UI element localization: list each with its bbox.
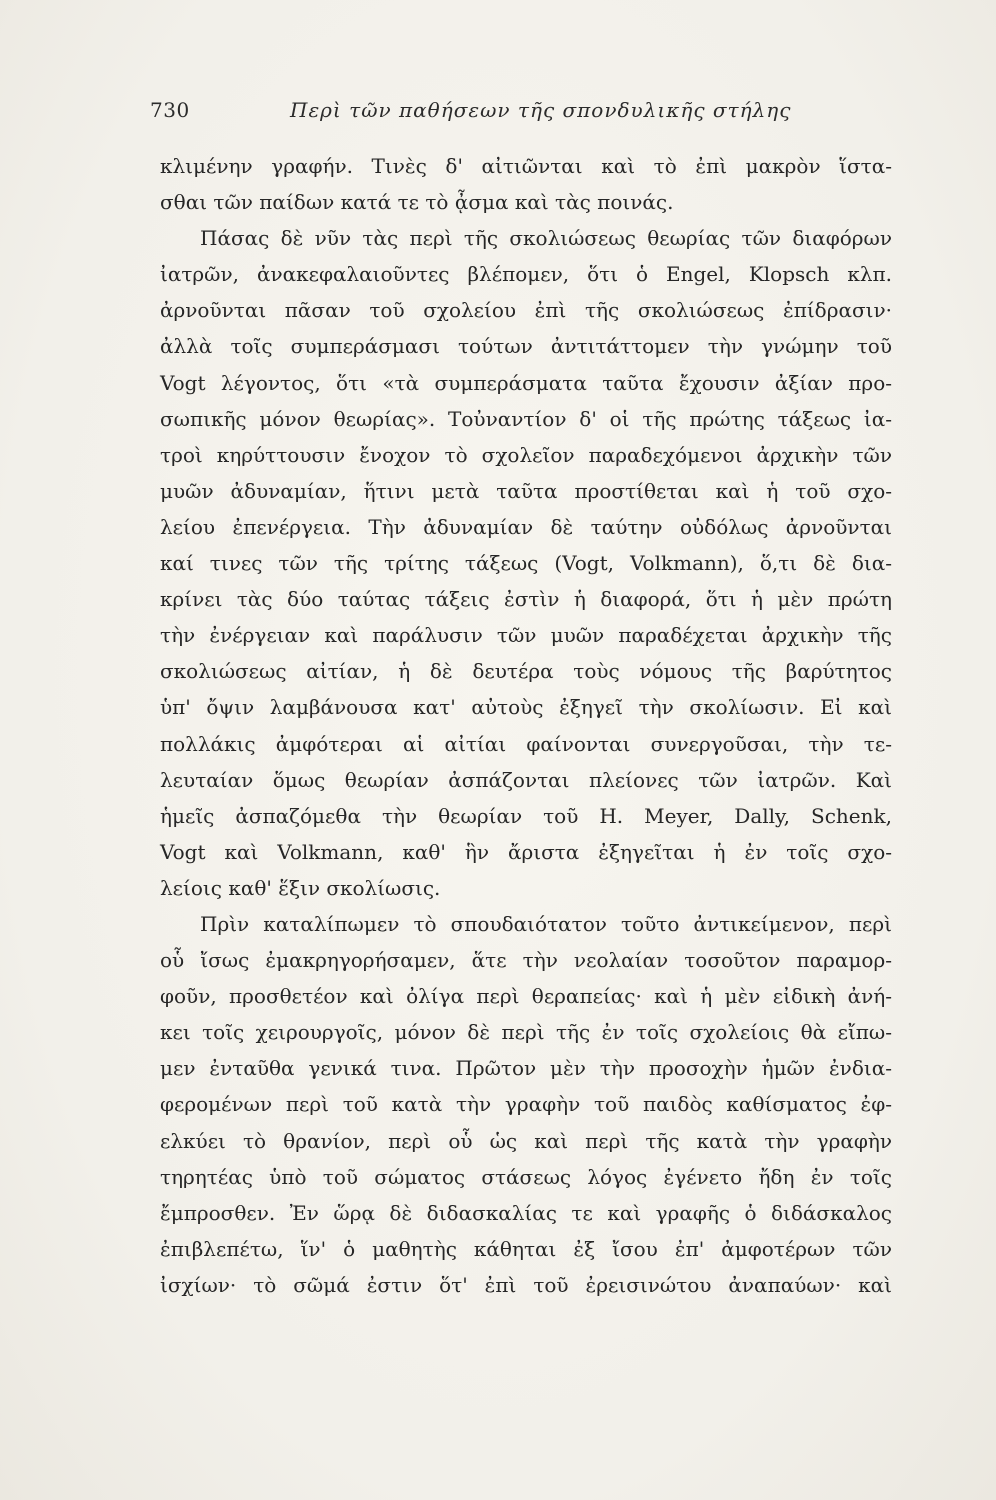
text-line: σωπικῆς μόνον θεωρίας». Τοὐναντίον δ' οἱ τῆς πρώτης τάξεως ἰα- — [160, 406, 892, 431]
text-line: ελκύει τὸ θρανίον, περὶ οὗ ὡς καὶ περὶ τῆς κατὰ τὴν γραφὴν — [160, 1128, 892, 1153]
text-line: λείοις καθ' ἕξιν σκολίωσις. — [160, 875, 441, 900]
paragraph — [160, 220, 892, 906]
text-line: ἀλλὰ τοῖς συμπεράσμασι τούτων ἀντιτάττομεν τὴν γνώμην τοῦ — [160, 334, 892, 359]
text-line: λευταίαν ὅμως θεωρίαν ἀσπάζονται πλείονες τῶν ἰατρῶν. Καὶ — [160, 767, 892, 792]
text-line: πολλάκις ἀμφότεραι αἱ αἰτίαι φαίνονται συνεργοῦσαι, τὴν τε- — [160, 731, 892, 756]
body-text — [160, 148, 892, 1303]
text-line: ὑπ' ὄψιν λαμβάνουσα κατ' αὐτοὺς ἐξηγεῖ τὴν σκολίωσιν. Εἰ καὶ — [160, 695, 892, 720]
text-line: τροὶ κηρύττουσιν ἔνοχον τὸ σχολεῖον παραδεχόμενοι ἀρχικὴν τῶν — [160, 442, 892, 467]
text-line: Vogt λέγοντος, ὅτι «τὰ συμπεράσματα ταῦτα ἔχουσιν ἀξίαν προ- — [160, 370, 892, 395]
text-line: Πρὶν καταλίπωμεν τὸ σπουδαιότατον τοῦτο ἀντικείμενον, περὶ — [200, 911, 892, 936]
page-header — [150, 98, 840, 128]
text-line: ἡμεῖς ἀσπαζόμεθα τὴν θεωρίαν τοῦ H. Meyer, Dally, Schenk, — [160, 803, 892, 828]
text-line: ἀρνοῦνται πᾶσαν τοῦ σχολείου ἐπὶ τῆς σκολιώσεως ἐπίδρασιν· — [160, 298, 892, 323]
text-line: καί τινες τῶν τῆς τρίτης τάξεως (Vogt, Volkmann), ὅ,τι δὲ δια- — [160, 551, 892, 576]
text-line: ἔμπροσθεν. Ἐν ὥρᾳ δὲ διδασκαλίας τε καὶ γραφῆς ὁ διδάσκαλος — [160, 1200, 892, 1225]
text-line: τὴν ἐνέργειαν καὶ παράλυσιν τῶν μυῶν παραδέχεται ἀρχικὴν τῆς — [160, 623, 892, 648]
text-line: ἰατρῶν, ἀνακεφαλαιοῦντες βλέπομεν, ὅτι ὁ Engel, Klopsch κλπ. — [160, 262, 892, 287]
text-line: κει τοῖς χειρουργοῖς, μόνον δὲ περὶ τῆς ἐν τοῖς σχολείοις θὰ εἴπω- — [160, 1020, 892, 1045]
text-line: ἐπιβλεπέτω, ἵν' ὁ μαθητὴς κάθηται ἐξ ἴσου ἐπ' ἀμφοτέρων τῶν — [160, 1236, 892, 1261]
paragraph — [160, 906, 892, 1303]
text-line: κρίνει τὰς δύο ταύτας τάξεις ἐστὶν ἡ διαφορά, ὅτι ἡ μὲν πρώτη — [160, 587, 892, 612]
running-title: Περὶ τῶν παθήσεων τῆς σπονδυλικῆς στήλης — [290, 98, 792, 122]
text-line: ἰσχίων· τὸ σῶμά ἐστιν ὅτ' ἐπὶ τοῦ ἐρεισινώτου ἀναπαύων· καὶ — [160, 1272, 892, 1297]
text-line: σκολιώσεως αἰτίαν, ἡ δὲ δευτέρα τοὺς νόμους τῆς βαρύτητος — [160, 659, 892, 684]
text-line: οὗ ἴσως ἐμακρηγορήσαμεν, ἅτε τὴν νεολαίαν τοσοῦτον παραμορ- — [160, 948, 892, 973]
page-number: 730 — [150, 98, 190, 122]
paragraph — [160, 148, 892, 220]
text-line: Vogt καὶ Volkmann, καθ' ἣν ἄριστα ἐξηγεῖται ἡ ἐν τοῖς σχο- — [160, 839, 892, 864]
text-line: φοῦν, προσθετέον καὶ ὀλίγα περὶ θεραπείας· καὶ ἡ μὲν εἰδικὴ ἀνή- — [160, 984, 892, 1009]
text-line: σθαι τῶν παίδων κατά τε τὸ ᾆσμα καὶ τὰς ποινάς. — [160, 190, 674, 215]
text-line: κλιμένην γραφήν. Τινὲς δ' αἰτιῶνται καὶ τὸ ἐπὶ μακρὸν ἵστα- — [160, 154, 892, 178]
text-line: φερομένων περὶ τοῦ κατὰ τὴν γραφὴν τοῦ παιδὸς καθίσματος ἐφ- — [160, 1092, 892, 1117]
text-line: Πάσας δὲ νῦν τὰς περὶ τῆς σκολιώσεως θεωρίας τῶν διαφόρων — [200, 226, 892, 251]
text-line: τηρητέας ὑπὸ τοῦ σώματος στάσεως λόγος ἐγένετο ἤδη ἐν τοῖς — [160, 1164, 892, 1189]
text-line: μυῶν ἀδυναμίαν, ἥτινι μετὰ ταῦτα προστίθεται καὶ ἡ τοῦ σχο- — [160, 478, 892, 503]
text-line: λείου ἐπενέργεια. Τὴν ἀδυναμίαν δὲ ταύτην οὐδόλως ἀρνοῦνται — [160, 514, 892, 539]
text-line: μεν ἐνταῦθα γενικά τινα. Πρῶτον μὲν τὴν προσοχὴν ἡμῶν ἐνδια- — [160, 1056, 892, 1081]
